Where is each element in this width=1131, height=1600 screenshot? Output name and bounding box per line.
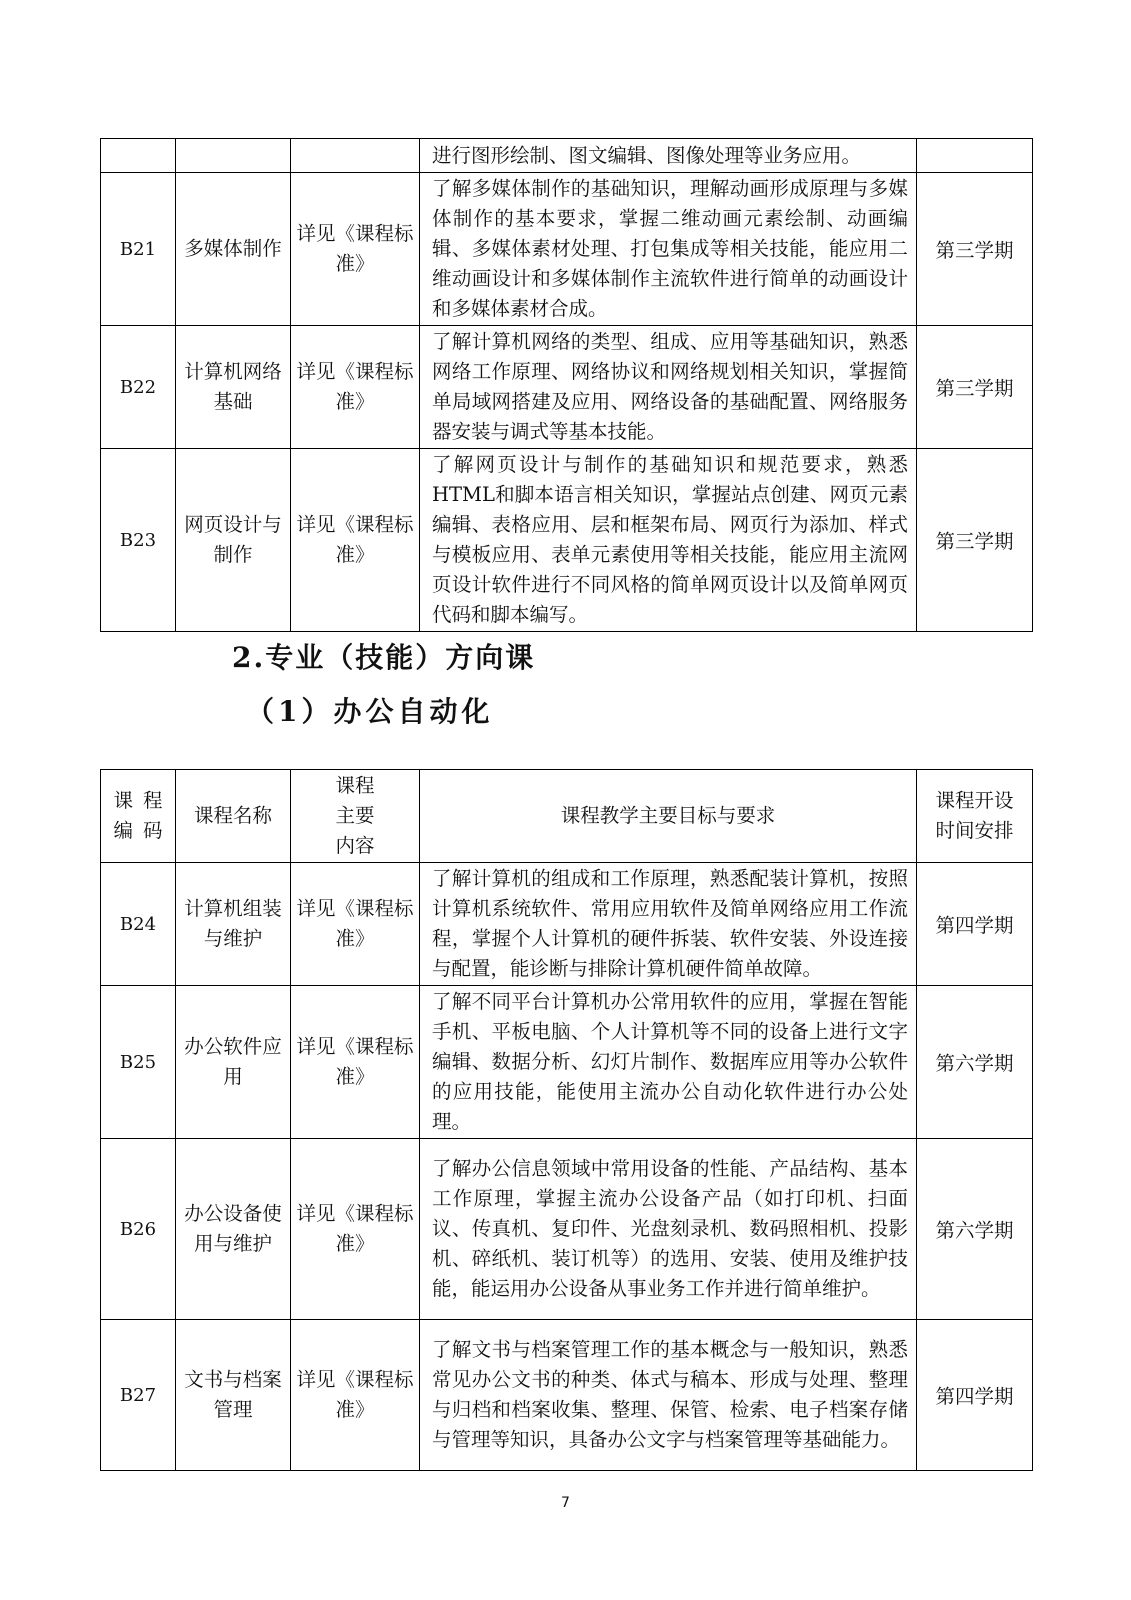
course-table-office-automation — [100, 769, 1033, 1471]
course-content: 详见《课程标准》 — [291, 449, 420, 632]
course-goals: 了解办公信息领域中常用设备的性能、产品结构、基本工作原理，掌握主流办公设备产品（如打印机、扫面议、传真机、复印件、光盘刻录机、数码照相机、投影机、碎纸机、装订机等）的选用、安装、使用及维护技能，能运用办公设备从事业务工作并进行简单维护。 — [420, 1139, 917, 1320]
course-goals: 了解计算机的组成和工作原理，熟悉配装计算机，按照计算机系统软件、常用应用软件及简单网络应用工作流程，掌握个人计算机的硬件拆装、软件安装、外设连接与配置，能诊断与排除计算机硬件简单故障。 — [420, 863, 917, 986]
table-row — [101, 1139, 1033, 1320]
course-code: B24 — [101, 863, 176, 986]
course-code: B25 — [101, 986, 176, 1139]
header-course-name: 课程名称 — [176, 770, 291, 863]
table-row — [101, 863, 1033, 986]
course-term: 第三学期 — [917, 173, 1033, 326]
table-row — [101, 326, 1033, 449]
course-name: 计算机组装与维护 — [176, 863, 291, 986]
course-term — [917, 139, 1033, 173]
course-code: B23 — [101, 449, 176, 632]
course-content: 详见《课程标准》 — [291, 1320, 420, 1471]
course-term: 第三学期 — [917, 326, 1033, 449]
header-course-content: 课程主要内容 — [291, 770, 420, 863]
course-goals: 了解不同平台计算机办公常用软件的应用，掌握在智能手机、平板电脑、个人计算机等不同的设备上进行文字编辑、数据分析、幻灯片制作、数据库应用等办公软件的应用技能，能使用主流办公自动化软件进行办公处理。 — [420, 986, 917, 1139]
course-content — [291, 139, 420, 173]
course-name: 计算机网络基础 — [176, 326, 291, 449]
course-goals: 了解网页设计与制作的基础知识和规范要求，熟悉HTML和脚本语言相关知识，掌握站点创建、网页元素编辑、表格应用、层和框架布局、网页行为添加、样式与模板应用、表单元素使用等相关技能，能应用主流网页设计软件进行不同风格的简单网页设计以及简单网页代码和脚本编写。 — [420, 449, 917, 632]
table-header-row — [101, 770, 1033, 863]
header-course-goals: 课程教学主要目标与要求 — [420, 770, 917, 863]
subsection-heading: （1）办公自动化 — [246, 695, 494, 728]
course-content: 详见《课程标准》 — [291, 326, 420, 449]
course-goals: 了解计算机网络的类型、组成、应用等基础知识，熟悉网络工作原理、网络协议和网络规划相关知识，掌握简单局域网搭建及应用、网络设备的基础配置、网络服务器安装与调式等基本技能。 — [420, 326, 917, 449]
table-row — [101, 173, 1033, 326]
table-row — [101, 1320, 1033, 1471]
table-row — [101, 139, 1033, 173]
course-goals: 了解多媒体制作的基础知识，理解动画形成原理与多媒体制作的基本要求，掌握二维动画元素绘制、动画编辑、多媒体素材处理、打包集成等相关技能，能应用二维动画设计和多媒体制作主流软件进行简单的动画设计和多媒体素材合成。 — [420, 173, 917, 326]
section-heading: 2.专业（技能）方向课 — [232, 641, 536, 674]
header-course-term: 课程开设时间安排 — [917, 770, 1033, 863]
course-name: 办公设备使用与维护 — [176, 1139, 291, 1320]
course-code — [101, 139, 176, 173]
course-content: 详见《课程标准》 — [291, 173, 420, 326]
table-row — [101, 449, 1033, 632]
course-code: B26 — [101, 1139, 176, 1320]
course-term: 第六学期 — [917, 986, 1033, 1139]
course-name: 多媒体制作 — [176, 173, 291, 326]
table-row — [101, 986, 1033, 1139]
course-code: B27 — [101, 1320, 176, 1471]
course-content: 详见《课程标准》 — [291, 1139, 420, 1320]
course-content: 详见《课程标准》 — [291, 863, 420, 986]
course-goals: 进行图形绘制、图文编辑、图像处理等业务应用。 — [420, 139, 917, 173]
course-table-top — [100, 138, 1033, 632]
course-code: B21 — [101, 173, 176, 326]
course-name — [176, 139, 291, 173]
course-content: 详见《课程标准》 — [291, 986, 420, 1139]
course-term: 第三学期 — [917, 449, 1033, 632]
course-term: 第六学期 — [917, 1139, 1033, 1320]
course-name: 文书与档案管理 — [176, 1320, 291, 1471]
course-name: 网页设计与制作 — [176, 449, 291, 632]
page-number: 7 — [561, 1495, 570, 1511]
course-code: B22 — [101, 326, 176, 449]
course-term: 第四学期 — [917, 863, 1033, 986]
course-goals: 了解文书与档案管理工作的基本概念与一般知识，熟悉常见办公文书的种类、体式与稿本、形成与处理、整理与归档和档案收集、整理、保管、检索、电子档案存储与管理等知识，具备办公文字与档案管理等基础能力。 — [420, 1320, 917, 1471]
course-term: 第四学期 — [917, 1320, 1033, 1471]
header-course-code: 课程编码 — [101, 770, 176, 863]
course-name: 办公软件应用 — [176, 986, 291, 1139]
